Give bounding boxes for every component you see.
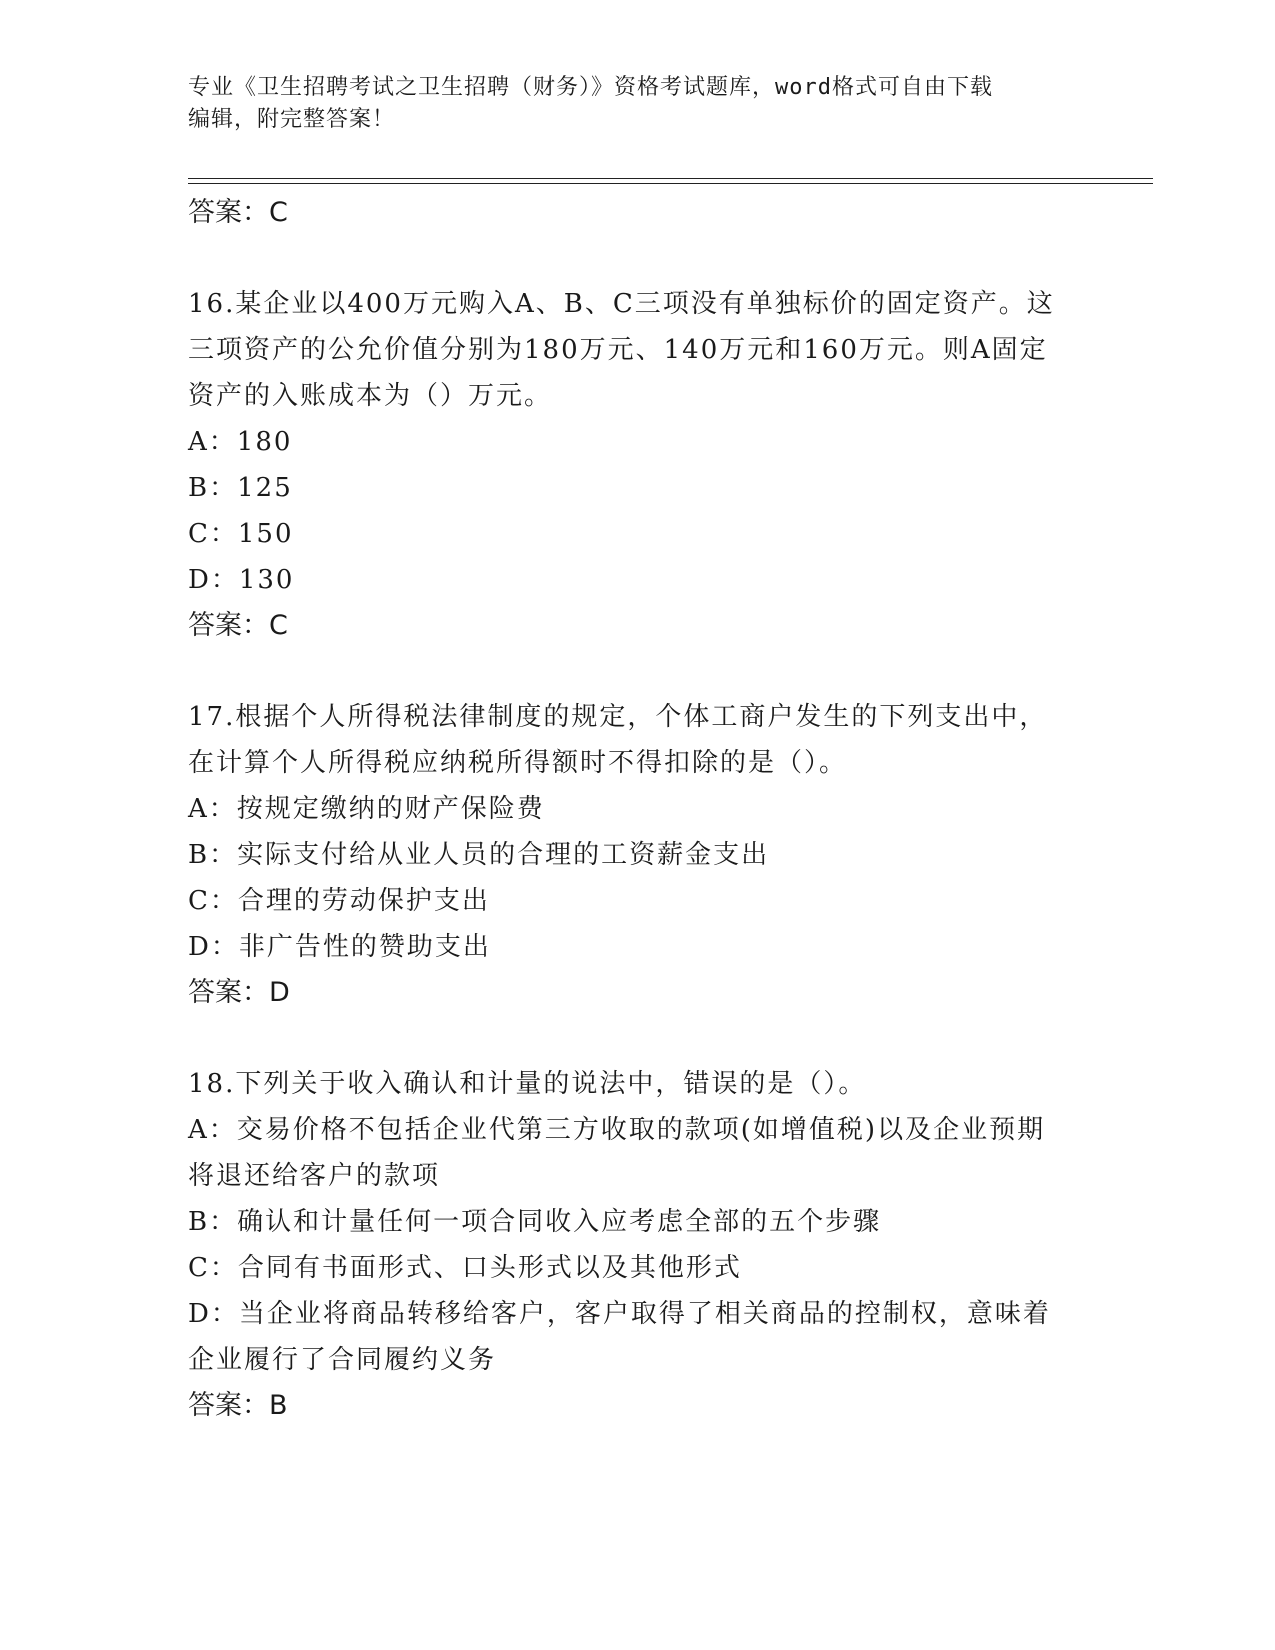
question-16	[188, 281, 1088, 649]
option-c: C：合同有书面形式、口头形式以及其他形式	[188, 1253, 742, 1283]
option-a-continued: 将退还给客户的款项	[188, 1161, 441, 1191]
option-c: C：150	[188, 519, 294, 549]
option-b: B：确认和计量任何一项合同收入应考虑全部的五个步骤	[188, 1207, 882, 1237]
answer-line: 答案：C	[188, 610, 288, 641]
question-text-line: 在计算个人所得税应纳税所得额时不得扣除的是（）。	[188, 748, 848, 778]
question-text-line: 16.某企业以400万元购入A、B、C三项没有单独标价的固定资产。这	[188, 289, 1055, 319]
question-list	[188, 190, 1088, 1429]
question-17	[188, 694, 1088, 1016]
option-a: A：180	[188, 427, 293, 457]
question-text-line: 18.下列关于收入确认和计量的说法中，错误的是（）。	[188, 1069, 867, 1099]
option-d: D：非广告性的赞助支出	[188, 932, 491, 962]
spacer	[188, 236, 1088, 281]
header-line-2: 编辑，附完整答案！	[188, 107, 396, 132]
option-d: D：130	[188, 565, 295, 595]
option-d: D：当企业将商品转移给客户，客户取得了相关商品的控制权，意味着	[188, 1299, 1051, 1329]
option-c: C：合理的劳动保护支出	[188, 886, 490, 916]
header-divider-bottom	[188, 183, 1153, 184]
question-text-line: 资产的入账成本为（）万元。	[188, 381, 553, 411]
option-d-continued: 企业履行了合同履约义务	[188, 1345, 497, 1375]
option-b: B：125	[188, 473, 293, 503]
question-text-line: 三项资产的公允价值分别为180万元、140万元和160万元。则A固定	[188, 335, 1048, 365]
spacer	[188, 1016, 1088, 1061]
header-line-1: 专业《卫生招聘考试之卫生招聘（财务）》资格考试题库，word格式可自由下载	[188, 75, 993, 100]
answer-line: 答案：C	[188, 197, 288, 228]
option-a: A：按规定缴纳的财产保险费	[188, 794, 545, 824]
answer-line: 答案：D	[188, 977, 290, 1008]
option-b: B：实际支付给从业人员的合理的工资薪金支出	[188, 840, 770, 870]
question-text-line: 17.根据个人所得税法律制度的规定，个体工商户发生的下列支出中，	[188, 702, 1048, 732]
option-a: A：交易价格不包括企业代第三方收取的款项(如增值税)以及企业预期	[188, 1115, 1046, 1145]
spacer	[188, 649, 1088, 694]
document-header	[188, 72, 1088, 136]
question-18	[188, 1061, 1088, 1429]
header-divider-top	[188, 178, 1153, 179]
answer-line: 答案：B	[188, 1390, 288, 1421]
